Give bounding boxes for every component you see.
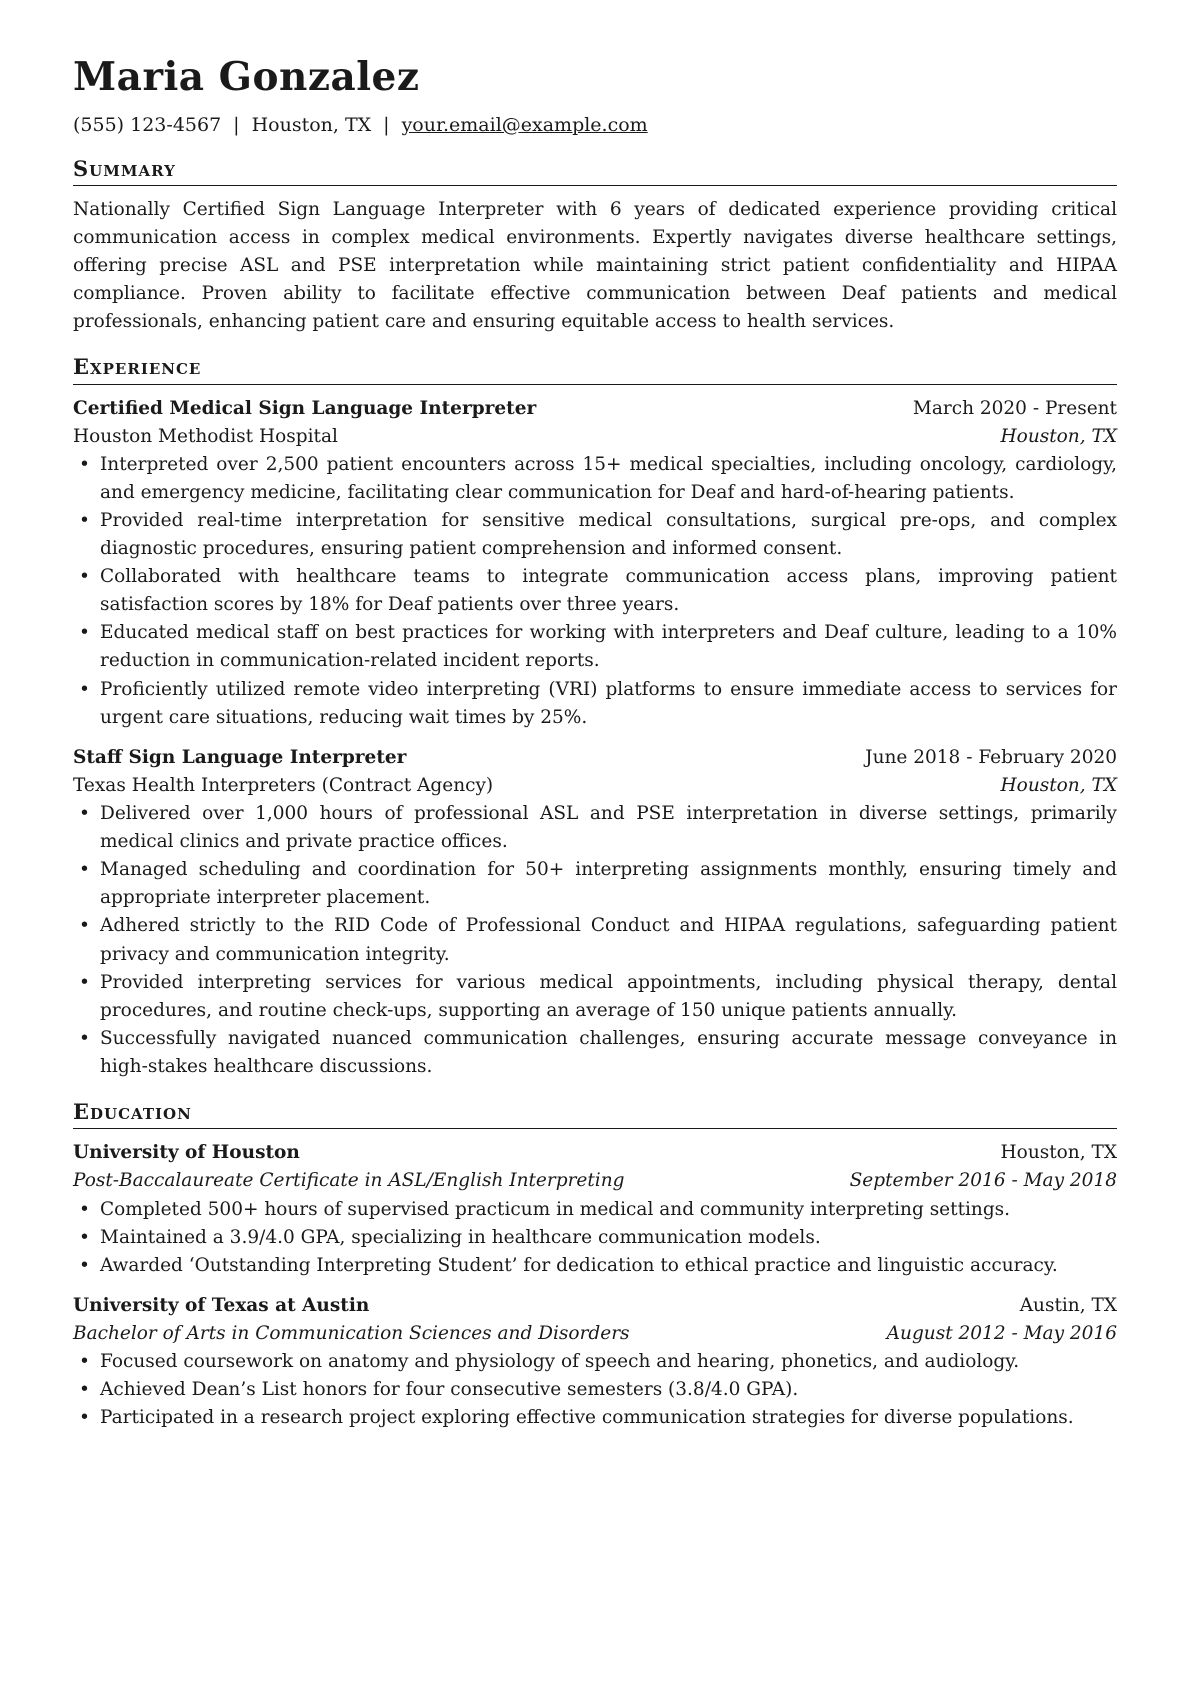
job-bullet-list bbox=[73, 451, 1117, 732]
job-location: Houston, TX bbox=[1000, 425, 1117, 447]
education-bullet-list bbox=[73, 1348, 1117, 1432]
job-entry bbox=[73, 395, 1117, 732]
list-item: • Managed scheduling and coordination for 50+ interpreting assignments monthly, ensuring timely and appropriate interpreter placement. bbox=[73, 856, 1117, 912]
job-title: Certified Medical Sign Language Interpreter bbox=[73, 397, 537, 419]
education-section bbox=[73, 1099, 1117, 1432]
job-dates: March 2020 - Present bbox=[912, 397, 1117, 419]
section-heading-education: Education bbox=[73, 1099, 1117, 1129]
contact-separator: | bbox=[233, 113, 240, 136]
education-entry bbox=[73, 1139, 1117, 1280]
education-dates: August 2012 - May 2016 bbox=[886, 1322, 1117, 1344]
job-company: Texas Health Interpreters (Contract Agency) bbox=[73, 774, 494, 796]
list-item: • Educated medical staff on best practices for working with interpreters and Deaf culture, leading to a 10% reduction in communication-related incident reports. bbox=[73, 619, 1117, 675]
candidate-name: Maria Gonzalez bbox=[73, 54, 420, 100]
list-item: • Proficiently utilized remote video interpreting (VRI) platforms to ensure immediate access to services for urgent care situations, reducing wait times by 25%. bbox=[73, 676, 1117, 732]
section-heading-experience: Experience bbox=[73, 354, 1117, 384]
email-link[interactable]: your.email@example.com bbox=[401, 113, 648, 136]
job-title: Staff Sign Language Interpreter bbox=[73, 746, 407, 768]
school-name: University of Texas at Austin bbox=[73, 1294, 370, 1316]
degree-name: Bachelor of Arts in Communication Sciences and Disorders bbox=[73, 1322, 630, 1344]
job-entry bbox=[73, 744, 1117, 1081]
summary-paragraph: Nationally Certified Sign Language Interpreter with 6 years of dedicated experience providing critical communication access in complex medical environments. Expertly navigates diverse healthcare settings, offering precise ASL and PSE interpretation while maintaining strict patient confidentiality and HIPAA compliance. Proven ability to facilitate effective communication between Deaf patients and medical professionals, enhancing patient care and ensuring equitable access to health services. bbox=[73, 198, 1117, 333]
education-entry bbox=[73, 1292, 1117, 1433]
contact-separator: | bbox=[383, 113, 390, 136]
list-item: • Focused coursework on anatomy and physiology of speech and hearing, phonetics, and audiology. bbox=[73, 1348, 1117, 1376]
job-location: Houston, TX bbox=[1000, 774, 1117, 796]
job-bullet-list bbox=[73, 800, 1117, 1081]
education-bullet-list bbox=[73, 1196, 1117, 1280]
list-item: • Provided interpreting services for various medical appointments, including physical therapy, dental procedures, and routine check-ups, supporting an average of 150 unique patients annually. bbox=[73, 969, 1117, 1025]
list-item: • Interpreted over 2,500 patient encounters across 15+ medical specialties, including oncology, cardiology, and emergency medicine, facilitating clear communication for Deaf and hard-of-hearing patients. bbox=[73, 451, 1117, 507]
school-location: Austin, TX bbox=[1019, 1294, 1117, 1316]
summary-section bbox=[73, 156, 1117, 337]
phone-number: (555) 123-4567 bbox=[73, 113, 222, 136]
list-item: • Completed 500+ hours of supervised practicum in medical and community interpreting settings. bbox=[73, 1196, 1117, 1224]
list-item: • Participated in a research project exploring effective communication strategies for diverse populations. bbox=[73, 1404, 1117, 1432]
contact-line bbox=[73, 113, 1117, 138]
school-name: University of Houston bbox=[73, 1142, 300, 1164]
education-dates: September 2016 - May 2018 bbox=[849, 1170, 1117, 1192]
job-company: Houston Methodist Hospital bbox=[73, 425, 338, 447]
list-item: • Maintained a 3.9/4.0 GPA, specializing in healthcare communication models. bbox=[73, 1224, 1117, 1252]
degree-name: Post-Baccalaureate Certificate in ASL/English Interpreting bbox=[73, 1170, 625, 1192]
contact-location: Houston, TX bbox=[251, 113, 372, 136]
list-item: • Successfully navigated nuanced communication challenges, ensuring accurate message conveyance in high-stakes healthcare discussions. bbox=[73, 1025, 1117, 1081]
section-heading-summary: Summary bbox=[73, 156, 1117, 186]
job-dates: June 2018 - February 2020 bbox=[865, 746, 1117, 768]
list-item: • Collaborated with healthcare teams to integrate communication access plans, improving patient satisfaction scores by 18% for Deaf patients over three years. bbox=[73, 563, 1117, 619]
list-item: • Adhered strictly to the RID Code of Professional Conduct and HIPAA regulations, safeguarding patient privacy and communication integrity. bbox=[73, 912, 1117, 968]
list-item: • Delivered over 1,000 hours of professional ASL and PSE interpretation in diverse settings, primarily medical clinics and private practice offices. bbox=[73, 800, 1117, 856]
school-location: Houston, TX bbox=[1000, 1142, 1117, 1164]
experience-section bbox=[73, 354, 1117, 1081]
list-item: • Awarded ‘Outstanding Interpreting Student’ for dedication to ethical practice and linguistic accuracy. bbox=[73, 1252, 1117, 1280]
list-item: • Provided real-time interpretation for sensitive medical consultations, surgical pre-ops, and complex diagnostic procedures, ensuring patient comprehension and informed consent. bbox=[73, 507, 1117, 563]
list-item: • Achieved Dean’s List honors for four consecutive semesters (3.8/4.0 GPA). bbox=[73, 1376, 1117, 1404]
